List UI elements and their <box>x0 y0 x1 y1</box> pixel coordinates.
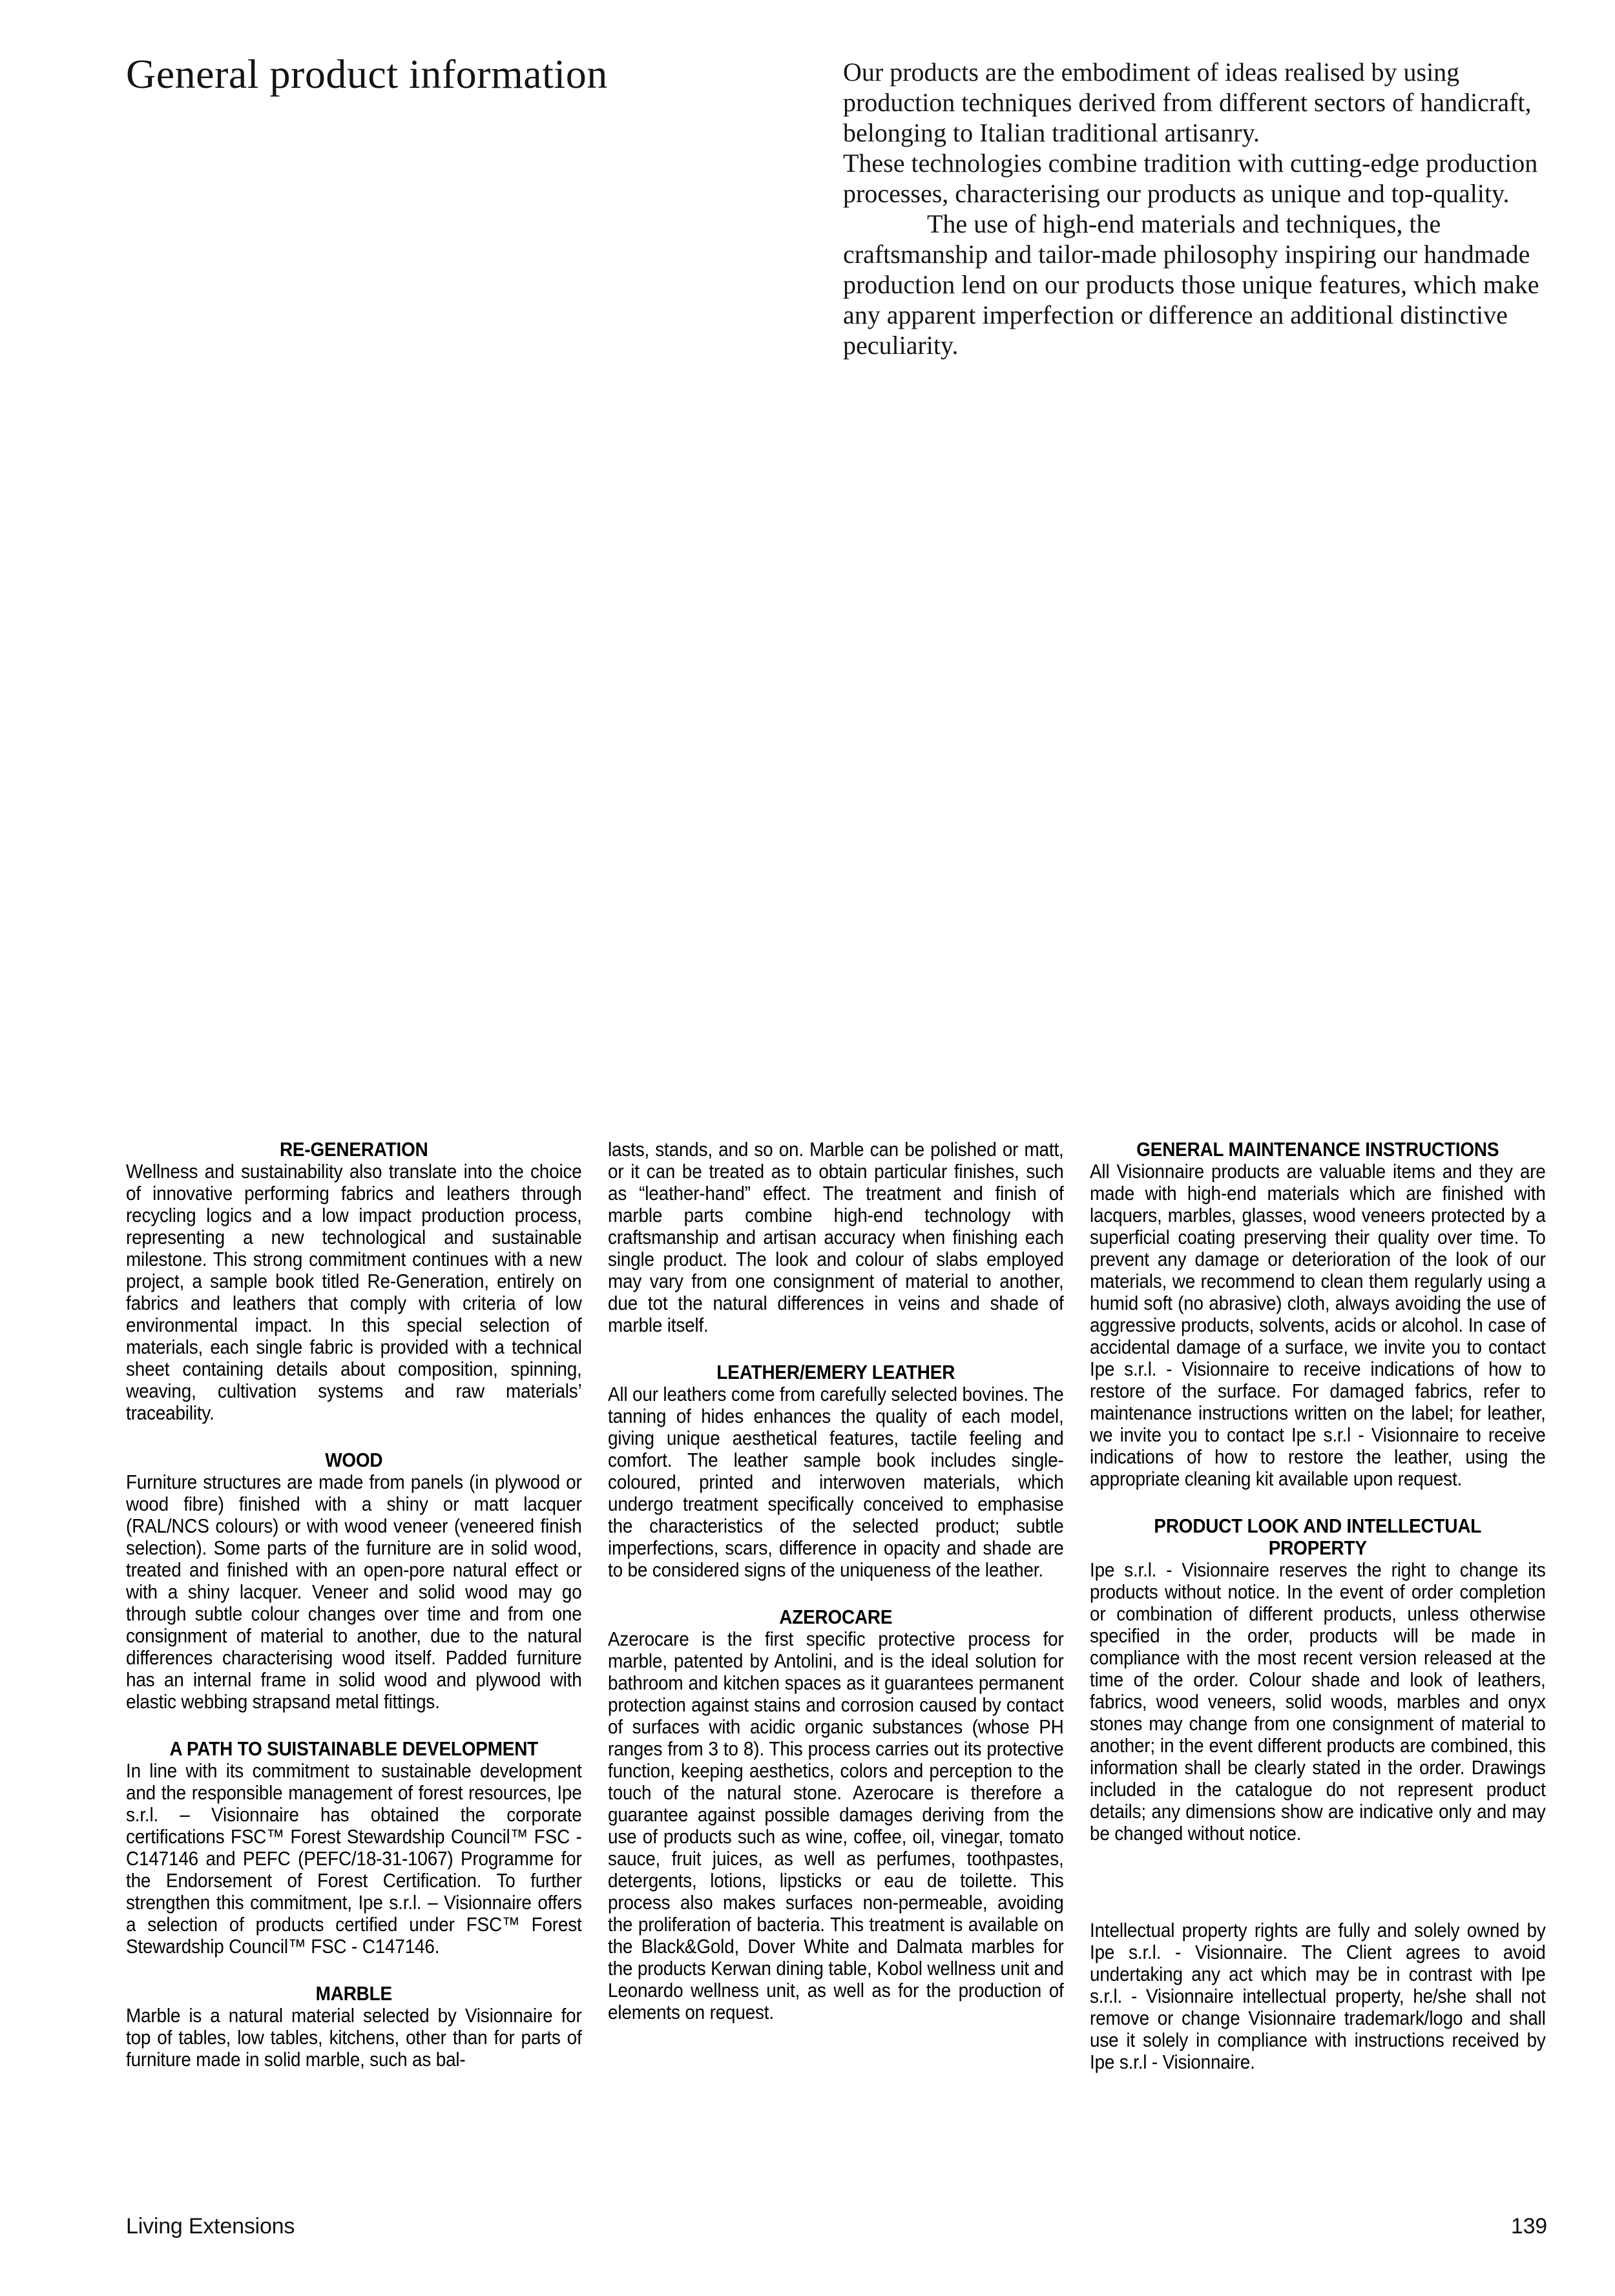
section-heading: LEATHER/EMERY LEATHER <box>716 1361 955 1383</box>
footer-collection-name: Living Extensions <box>126 2214 295 2239</box>
section-heading: A PATH TO SUISTAINABLE DEVELOPMENT <box>169 1737 539 1760</box>
section-sustainable-development <box>126 1738 582 1958</box>
intro-paragraph-1: Our products are the embodiment of ideas realised by using production techniques derived from different sectors of handicraft, belonging to Italian traditional artisanry. <box>843 57 1532 147</box>
section-body: Wellness and sustainability also translate into the choice of innovative performing fabrics and leathers through recycling logics and a low impact production process, representing a new technological and sustainable milestone. This strong commitment continues with a new project, a sample book titled Re-Generation, entirely on fabrics and leathers that comply with criteria of low environmental impact. In this special selection of materials, each single fabric is provided with a technical sheet containing details about composition, spinning, weaving, cultivation systems and raw materials’ traceability. <box>126 1160 582 1424</box>
page-title: General product information <box>126 51 608 97</box>
section-azerocare <box>608 1606 1064 2023</box>
text-column-3-content <box>1090 1139 1546 2073</box>
section-heading: AZEROCARE <box>779 1606 893 1628</box>
section-re-generation <box>126 1139 582 1424</box>
intro-paragraph-2: These technologies combine tradition with cutting-edge production processes, characterising our products as unique and top-quality. <box>843 149 1538 208</box>
text-column-1-content <box>126 1139 582 2071</box>
section-body: Marble is a natural material selected by Visionnaire for top of tables, low tables, kitchens, other than for parts of furniture made in solid marble, such as bal- <box>126 2004 582 2071</box>
section-body: lasts, stands, and so on. Marble can be polished or matt, or it can be treated as to obtain particular finishes, such as “leather-hand” effect. The treatment and finish of marble parts combine high-end technology with craftsmanship and artisan accuracy when finishing each single product. The look and colour of slabs employed may vary from one consignment of material to another, due tot the natural differences in veins and shade of marble itself. <box>608 1138 1064 1336</box>
section-wood <box>126 1449 582 1713</box>
intro-block <box>843 57 1554 360</box>
text-column-3 <box>1090 1139 1546 2073</box>
section-body: Furniture structures are made from panels (in plywood or wood fibre) finished with a shiny or matt lacquer (RAL/NCS colours) or with wood veneer (veneered finish selection). Some parts of the furniture are in solid wood, treated and finished with an open-pore natural effect or with a shiny lacquer. Veneer and solid wood may go through subtle colour changes over time and from one consignment of material to another, due to the natural differences characterising wood itself. Padded furniture has an internal frame in solid wood and plywood with elastic webbing strapsand metal fittings. <box>126 1471 582 1713</box>
section-body: All Visionnaire products are valuable items and they are made with high-end materials which are finished with lacquers, marbles, glasses, wood veneers protected by a superficial coating preserving their quality over time. To prevent any damage or deterioration of the look of our materials, we recommend to clean them regularly using a humid soft (no abrasive) cloth, always avoiding the use of aggressive products, solvents, acids or alcohol. In case of accidental damage of a surface, we invite you to contact Ipe s.r.l. - Visionnaire to receive indications of how to restore of the surface. For damaged fabrics, refer to maintenance instructions written on the label; for leather, we invite you to contact Ipe s.r.l - Visionnaire to receive indications of how to restore the leather, using the appropriate cleaning kit available upon request. <box>1090 1160 1546 1490</box>
section-heading: GENERAL MAINTENANCE INSTRUCTIONS <box>1136 1138 1499 1161</box>
section-leather <box>608 1361 1064 1581</box>
text-column-1 <box>126 1139 582 2073</box>
section-heading: RE-GENERATION <box>279 1138 428 1161</box>
text-columns <box>126 1139 1547 2073</box>
section-heading: PRODUCT LOOK AND INTELLECTUAL PROPERTY <box>1154 1515 1482 1559</box>
section-marble <box>126 1983 582 2071</box>
section-body: In line with its commitment to sustainable development and the responsible management of forest resources, Ipe s.r.l. – Visionnaire has obtained the corporate certifications FSC™ Forest Stewardship Council™ FSC - C147146 and PEFC (PEFC/18-31-1067) Programme for the Endorsement of Forest Certification. To further strengthen this commitment, Ipe s.r.l. – Visionnaire offers a selection of products certified under FSC™ Forest Stewardship Council™ FSC - C147146. <box>126 1759 582 1958</box>
section-body: Ipe s.r.l. - Visionnaire reserves the right to change its products without notice. In the event of order completion or combination of different products, unless otherwise specified in the order, products will be made in compliance with the most recent version released at the time of the order. Colour shade and look of leathers, fabrics, wood veneers, solid woods, marbles and onyx stones may change from one consignment of material to another; in the event different products are combined, this information shall be clearly stated in the order. Drawings included in the catalogue do not represent product details; any dimensions show are indicative only and may be changed without notice. <box>1090 1558 1546 1845</box>
text-column-2 <box>608 1139 1064 2073</box>
section-maintenance <box>1090 1139 1546 1490</box>
section-marble-continued <box>608 1139 1064 1336</box>
section-heading: MARBLE <box>315 1982 392 2005</box>
page-number: 139 <box>1510 2214 1547 2239</box>
section-body: All our leathers come from carefully selected bovines. The tanning of hides enhances the quality of each model, giving unique aesthetical features, tactile feeling and comfort. The leather sample book includes single-coloured, printed and interwoven materials, which undergo treatment specifically conceived to emphasise the characteristics of the selected product; subtle imperfections, scars, difference in opacity and shade are to be considered signs of the uniqueness of the leather. <box>608 1383 1064 1581</box>
section-intellectual-property <box>1090 1919 1546 2073</box>
section-body: Intellectual property rights are fully and solely owned by Ipe s.r.l. - Visionnaire. The Client agrees to avoid undertaking any act which may be in contrast with Ipe s.r.l. - Visionnaire intellectual property, he/she shall not remove or change Visionnaire trademark/logo and shall use it solely in compliance with instructions received by Ipe s.r.l - Visionnaire. <box>1090 1919 1546 2073</box>
intro-paragraph-3: The use of high-end materials and techniques, the craftsmanship and tailor-made philosophy inspiring our handmade production lend on our products those unique features, which make any apparent imperfection or difference an additional distinctive peculiarity. <box>843 209 1539 360</box>
section-heading: WOOD <box>325 1449 383 1471</box>
text-column-2-content <box>608 1139 1064 2023</box>
page-footer <box>126 2214 1547 2239</box>
section-product-look <box>1090 1515 1546 1845</box>
section-body: Azerocare is the first specific protective process for marble, patented by Antolini, and is the ideal solution for bathroom and kitchen spaces as it guarantees permanent protection against stains and corrosion caused by contact of surfaces with acidic organic substances (whose PH ranges from 3 to 8). This process carries out its protective function, keeping aesthetics, colors and perception to the touch of the natural stone. Azerocare is therefore a guarantee against possible damages deriving from the use of products such as wine, coffee, oil, vinegar, tomato sauce, fruit juices, as well as perfumes, toothpastes, detergents, lotions, lipsticks or eau de toilette. This process also makes surfaces non-permeable, avoiding the proliferation of bacteria. This treatment is available on the Black&Gold, Dover White and Dalmata marbles for the products Kerwan dining table, Kobol wellness unit and Leonardo wellness unit, as well as for the production of elements on request. <box>608 1628 1064 2023</box>
